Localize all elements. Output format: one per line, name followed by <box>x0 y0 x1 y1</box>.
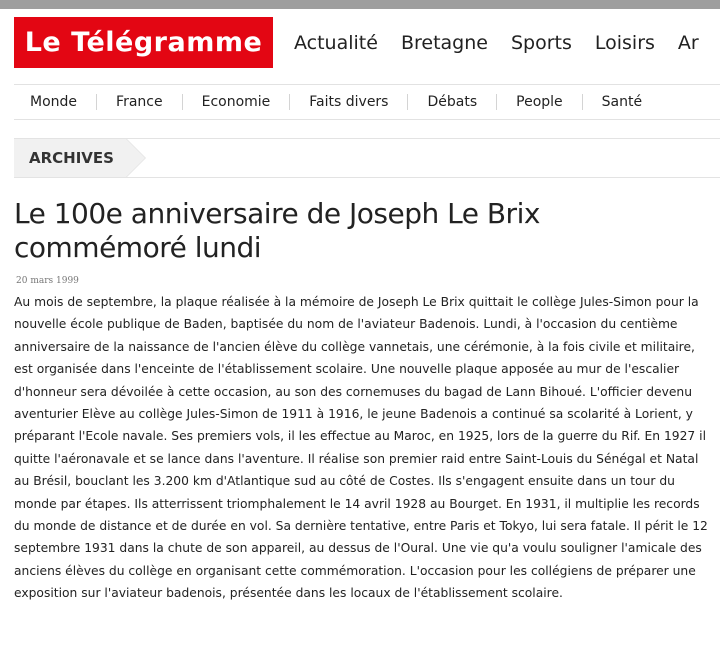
main-nav-bretagne[interactable]: Bretagne <box>400 32 488 54</box>
sub-nav <box>14 85 720 119</box>
main-nav-actualite[interactable]: Actualité <box>294 32 378 54</box>
article-date: 20 mars 1999 <box>16 276 79 286</box>
sub-nav-sante[interactable]: Santé <box>582 94 661 110</box>
sub-nav-monde[interactable]: Monde <box>30 94 78 110</box>
sub-nav-economie[interactable]: Economie <box>182 94 290 110</box>
sub-nav-france[interactable]: France <box>96 94 182 110</box>
top-strip <box>0 0 720 9</box>
sub-nav-bar <box>14 84 720 120</box>
article-title: Le 100e anniversaire de Joseph Le Brix commémoré lundi <box>14 197 540 264</box>
main-nav-loisirs[interactable]: Loisirs <box>594 32 655 54</box>
breadcrumb <box>14 138 720 178</box>
archives-link[interactable]: ARCHIVES <box>14 139 126 177</box>
article-body: Au mois de septembre, la plaque réalisée à la mémoire de Joseph Le Brix quittait le collège Jules-Simon pour la nouvelle école publique de Baden, baptisée du nom de l'aviateur Badenois. Lundi, à l'occasion du centième anniversaire de la naissance de l'ancien élève du collège vannetais, une cérémonie, à la fois civile et militaire, est organisée dans l'enceinte de l'établissement scolaire. Une nouvelle plaque apposée au mur de l'escalier d'honneur sera dévoilée à cette occasion, au son des cornemuses du bagad de Lann Bihoué. L'officier devenu aventurier Elève au collège Jules-Simon de 1911 à 1916, le jeune Badenois a continué sa scolarité à Lorient, y préparant l'Ecole navale. Ses premiers vols, il les effectue au Maroc, en 1925, lors de la guerre du Rif. En 1927 il quitte l'aéronavale et se lance dans l'aventure. Il réalise son premier raid entre Saint-Louis du Sénégal et Natal au Brésil, bouclant les 3.200 km d'Atlantique sud au côté de Costes. Ils s'engagent ensuite dans un tour du monde par étapes. Ils atterrissent triomphalement le 14 avril 1928 au Bourget. En 1931, il multiplie les records du monde de distance et de durée en vol. Sa dernière tentative, entre Paris et Tokyo, lui sera fatale. Il périt le 12 septembre 1931 dans la chute de son appareil, au dessus de l'Oural. Une vie qu'a voulu souligner l'amicale des anciens élèves du collège en organisant cette commémoration. L'occasion pour les collégiens de préparer une exposition sur l'aviateur badenois, présentée dans les locaux de l'établissement scolaire. <box>14 295 708 601</box>
main-nav-sports[interactable]: Sports <box>510 32 572 54</box>
main-nav-truncated[interactable]: Ar <box>677 32 699 54</box>
sub-nav-people[interactable]: People <box>496 94 582 110</box>
sub-nav-debats[interactable]: Débats <box>407 94 496 110</box>
main-nav <box>294 26 720 60</box>
sub-nav-faits-divers[interactable]: Faits divers <box>289 94 407 110</box>
site-logo[interactable]: Le Télégramme <box>14 17 273 68</box>
